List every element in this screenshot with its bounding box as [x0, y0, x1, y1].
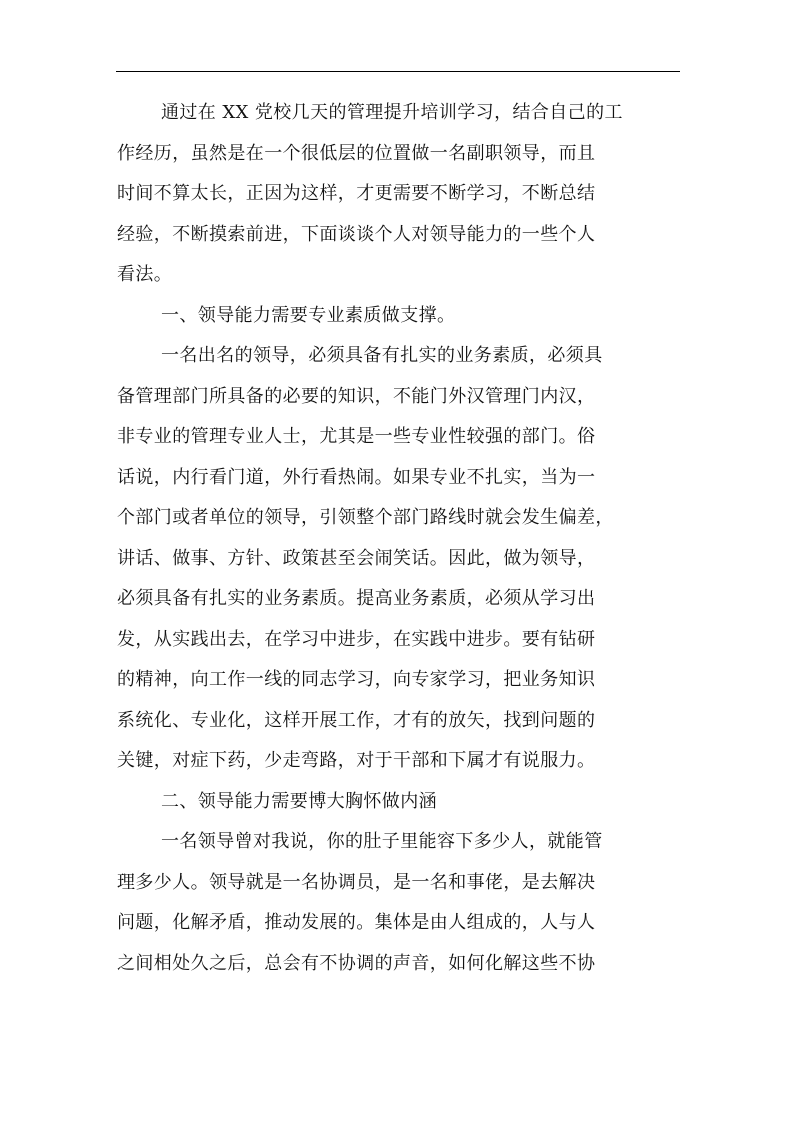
paragraph-section2-line: 理多少人。领导就是一名协调员，是一名和事佬，是去解决	[117, 871, 596, 893]
paragraph-intro-line: 作经历，虽然是在一个很低层的位置做一名副职领导，而且	[117, 142, 596, 164]
paragraph-section1-line: 话说，内行看门道，外行看热闹。如果专业不扎实，当为一	[117, 466, 596, 488]
paragraph-section1-line: 讲话、做事、方针、政策甚至会闹笑话。因此，做为领导，	[117, 547, 596, 569]
paragraph-section1-line: 个部门或者单位的领导，引领整个部门路线时就会发生偏差，	[117, 507, 614, 528]
section-heading-2: 二、领导能力需要博大胸怀做内涵	[161, 790, 437, 812]
paragraph-section1-line: 系统化、专业化，这样开展工作，才有的放矢，找到问题的	[117, 709, 596, 731]
paragraph-section1-line: 的精神，向工作一线的同志学习，向专家学习，把业务知识	[117, 669, 596, 690]
paragraph-section1-line: 备管理部门所具备的必要的知识，不能门外汉管理门内汉，	[117, 385, 596, 407]
paragraph-section1-line: 必须具备有扎实的业务素质。提高业务素质，必须从学习出	[117, 588, 596, 609]
paragraph-intro-line: 经验，不断摸索前进，下面谈谈个人对领导能力的一些个人	[117, 223, 596, 245]
header-rule	[116, 71, 680, 72]
paragraph-section2-line: 之间相处久之后，总会有不协调的声音，如何化解这些不协	[117, 952, 596, 974]
paragraph-intro-line: 通过在 XX 党校几天的管理提升培训学习，结合自己的工	[161, 102, 623, 123]
paragraph-intro-line: 时间不算太长，正因为这样，才更需要不断学习，不断总结	[117, 183, 596, 204]
paragraph-section1-line: 关键，对症下药，少走弯路，对于干部和下属才有说服力。	[117, 750, 596, 771]
paragraph-section2-line: 一名领导曾对我说，你的肚子里能容下多少人，就能管	[161, 831, 603, 852]
document-body	[117, 93, 677, 984]
paragraph-intro-line: 看法。	[117, 264, 173, 285]
paragraph-section2-line: 问题，化解矛盾，推动发展的。集体是由人组成的，人与人	[117, 912, 596, 933]
paragraph-section1-line: 一名出名的领导，必须具备有扎实的业务素质，必须具	[161, 345, 603, 366]
paragraph-section1-line: 非专业的管理专业人士，尤其是一些专业性较强的部门。俗	[117, 426, 596, 447]
paragraph-section1-line: 发，从实践出去，在学习中进步，在实践中进步。要有钻研	[117, 628, 596, 650]
section-heading-1: 一、领导能力需要专业素质做支撑。	[161, 304, 456, 326]
